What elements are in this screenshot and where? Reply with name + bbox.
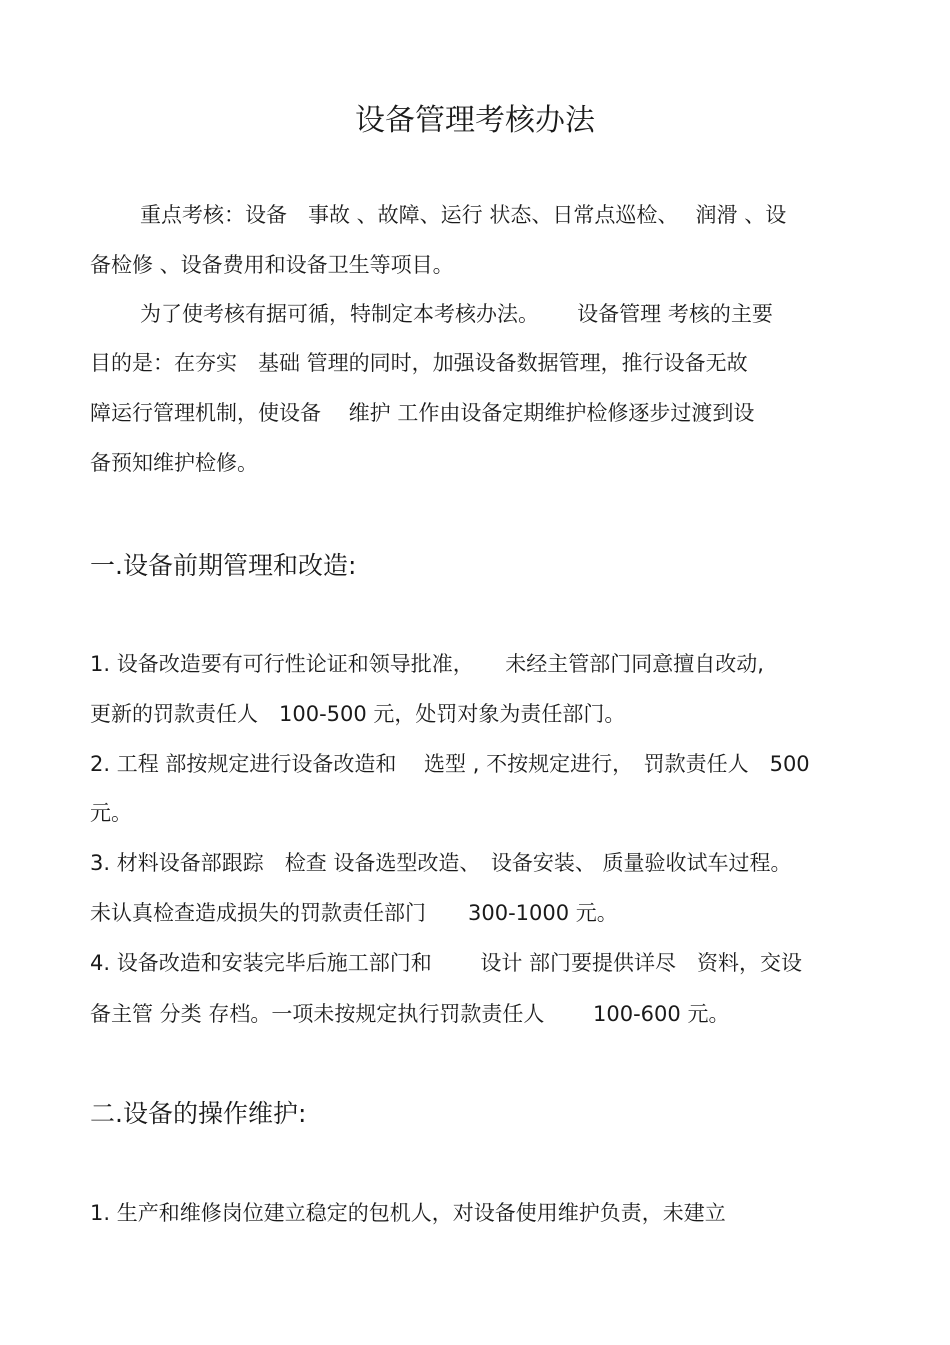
intro-paragraph-2-line-3: 障运行管理机制，使设备 维护 工作由设备定期维护检修逐步过渡到设 bbox=[90, 401, 755, 425]
section-1-line-2: 更新的罚款责任人 100-500 元，处罚对象为责任部门。 bbox=[90, 702, 626, 726]
section-1-line-7: 4. 设备改造和安装完毕后施工部门和 设计 部门要提供详尽 资料，交设 bbox=[90, 951, 803, 975]
section-1-line-4: 元。 bbox=[90, 801, 132, 825]
intro-paragraph-1-line-1: 重点考核：设备 事故 、故障、运行 状态、日常点巡检、 润滑 、设 bbox=[140, 203, 787, 227]
intro-paragraph-2-line-1: 为了使考核有据可循，特制定本考核办法。 设备管理 考核的主要 bbox=[140, 302, 773, 326]
section-1-line-3: 2. 工程 部按规定进行设备改造和 选型 , 不按规定进行， 罚款责任人 500 bbox=[90, 752, 810, 776]
section-1-line-5: 3. 材料设备部跟踪 检查 设备选型改造、 设备安装、 质量验收试车过程。 bbox=[90, 851, 792, 875]
section-1-line-8: 备主管 分类 存档。一项未按规定执行罚款责任人 100-600 元。 bbox=[90, 1002, 730, 1026]
section-1-line-1: 1. 设备改造要有可行性论证和领导批准， 未经主管部门同意擅自改动, bbox=[90, 652, 764, 676]
section-1-line-6: 未认真检查造成损失的罚款责任部门 300-1000 元。 bbox=[90, 901, 618, 925]
intro-paragraph-2-line-4: 备预知维护检修。 bbox=[90, 451, 258, 475]
section-1-heading: 一.设备前期管理和改造: bbox=[90, 551, 357, 580]
document-title: 设备管理考核办法 bbox=[355, 103, 595, 138]
section-2-line-1: 1. 生产和维修岗位建立稳定的包机人，对设备使用维护负责，未建立 bbox=[90, 1201, 726, 1225]
intro-paragraph-2-line-2: 目的是：在夯实 基础 管理的同时，加强设备数据管理，推行设备无故 bbox=[90, 351, 748, 375]
intro-paragraph-1-line-2: 备检修 、设备费用和设备卫生等项目。 bbox=[90, 253, 454, 277]
section-2-heading: 二.设备的操作维护: bbox=[90, 1099, 307, 1128]
